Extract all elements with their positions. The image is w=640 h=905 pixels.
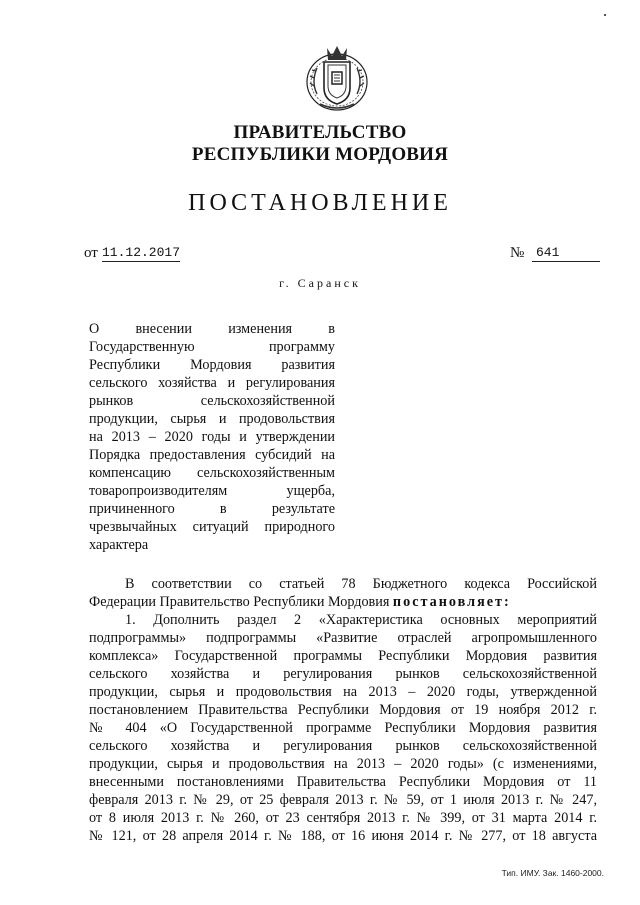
body-line: 1. Дополнить раздел 2 «Характеристика основных мероприятий [125, 612, 597, 628]
subject-line: товаропроизводителям ущерба, [89, 483, 335, 499]
body-line: В соответствии со статьей 78 Бюджетного кодекса Российской [125, 576, 597, 592]
organization-name-line2: РЕСПУБЛИКИ МОРДОВИЯ [191, 144, 449, 165]
scan-speck [604, 14, 606, 16]
body-line: от 8 июля 2013 г. № 260, от 23 сентября 2013 г. № 399, от 31 марта 2014 г. [89, 810, 597, 826]
date-prefix: от [84, 245, 98, 261]
document-body [89, 575, 597, 845]
body-line: постановлением Правительства Республики Мордовия от 19 ноября 2012 г. [89, 702, 597, 718]
document-type-title: ПОСТАНОВЛЕНИЕ [188, 190, 452, 216]
subject-line: рынков сельскохозяйственной [89, 393, 335, 409]
resolves-keyword: постановляет: [392, 594, 511, 610]
document-date: 11.12.2017 [102, 245, 181, 260]
subject-line: на 2013 – 2020 годы и утверждении [89, 429, 335, 445]
subject-line: чрезвычайных ситуаций природного [89, 519, 335, 535]
body-line: № 404 «О Государственной программе Республики Мордовия развития [89, 720, 597, 736]
subject-line: компенсацию сельскохозяйственным [89, 465, 335, 481]
organization-name-line1: ПРАВИТЕЛЬСТВО [233, 122, 407, 143]
city-of-issue: г. Саранск [279, 276, 361, 290]
document-number: 641 [532, 245, 600, 262]
coat-of-arms-icon [300, 42, 374, 116]
body-line: № 121, от 28 апреля 2014 г. № 188, от 16 июня 2014 г. № 277, от 18 августа [89, 828, 597, 844]
body-text: Федерации Правительство Республики Мордовия [89, 594, 393, 610]
body-line-resolution [89, 593, 597, 611]
print-note: Тип. ИМУ. Зак. 1460-2000. [501, 868, 604, 878]
body-line: продукции, сырья и продовольствия на 2013 – 2020 годы» (с изменениями, [89, 756, 597, 772]
subject-line: Государственную программу [89, 339, 335, 355]
subject-line: сельского хозяйства и регулирования [89, 375, 335, 391]
subject-line: продукции, сырья и продовольствия [89, 411, 335, 427]
subject-line: характера [89, 537, 149, 553]
body-line: продукции, сырья и продовольствия на 2013 – 2020 годы, утвержденной [89, 684, 597, 700]
document-subject [89, 320, 335, 554]
number-prefix: № [510, 245, 525, 261]
body-line: подпрограммы» подпрограммы «Развитие отраслей агропромышленного [89, 630, 597, 646]
body-line: февраля 2013 г. № 29, от 25 февраля 2013 г. № 59, от 1 июля 2013 г. № 247, [89, 792, 597, 808]
subject-line: О внесении изменения в [89, 321, 335, 337]
subject-line: причиненного в результате [89, 501, 335, 517]
body-line: внесенными постановлениями Правительства Республики Мордовия от 11 [89, 774, 597, 790]
subject-line: Порядка предоставления субсидий на [89, 447, 335, 463]
body-line: комплекса» Государственной программы Республики Мордовия развития [89, 648, 597, 664]
body-line: сельского хозяйства и регулирования рынков сельскохозяйственной [89, 666, 597, 682]
subject-line: Республики Мордовия развития [89, 357, 335, 373]
body-line: сельского хозяйства и регулирования рынков сельскохозяйственной [89, 738, 597, 754]
